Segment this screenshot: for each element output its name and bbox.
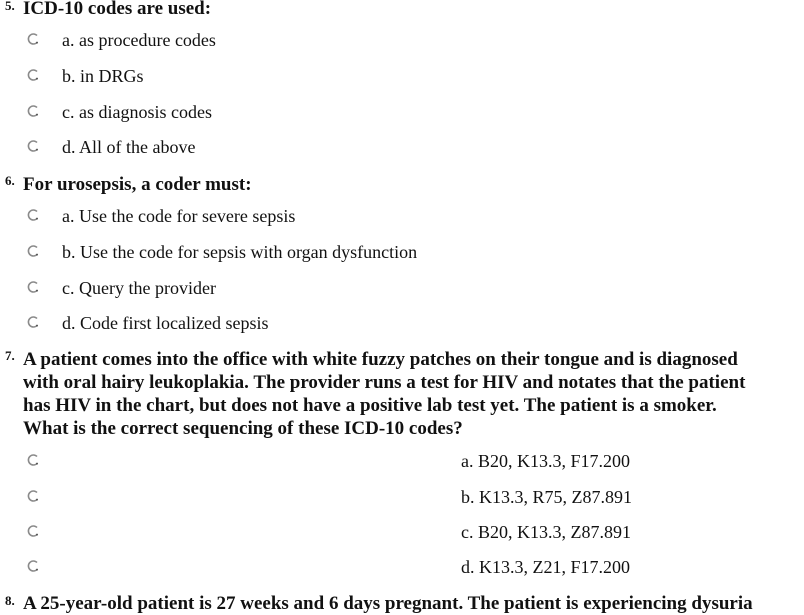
radio-button-icon[interactable] — [27, 209, 39, 221]
option-label: a. B20, K13.3, F17.200 — [461, 451, 631, 471]
option-label: b. Use the code for sepsis with organ dysfunction — [62, 242, 418, 262]
question-text-line: with oral hairy leukoplakia. The provider runs a test for HIV and notates that the patient — [23, 372, 746, 393]
question-text-line: What is the correct sequencing of these ICD-10 codes? — [23, 418, 463, 439]
option-label: a. as procedure codes — [62, 30, 216, 50]
question-text: ICD-10 codes are used: — [23, 0, 212, 19]
option-label: d. Code first localized sepsis — [62, 313, 269, 333]
question-text-line: has HIV in the chart, but does not have a positive lab test yet. The patient is a smoker. — [23, 395, 717, 416]
option-label: b. in DRGs — [62, 66, 144, 86]
radio-button-icon[interactable] — [27, 245, 39, 257]
option-label: c. Query the provider — [62, 278, 216, 298]
radio-button-icon[interactable] — [27, 316, 39, 328]
option-label: c. as diagnosis codes — [62, 102, 212, 122]
radio-button-icon[interactable] — [27, 525, 39, 537]
radio-button-icon[interactable] — [27, 69, 39, 81]
radio-button-icon[interactable] — [27, 560, 39, 572]
option-label: a. Use the code for severe sepsis — [62, 206, 296, 226]
question-text: A 25-year-old patient is 27 weeks and 6 days pregnant. The patient is experiencing dysuria — [23, 593, 753, 614]
radio-button-icon[interactable] — [27, 140, 39, 152]
option-label: c. B20, K13.3, Z87.891 — [461, 522, 631, 542]
option-label: d. K13.3, Z21, F17.200 — [461, 557, 631, 577]
question-number: 6. — [5, 173, 15, 188]
question-number: 5. — [5, 0, 15, 13]
radio-button-icon[interactable] — [27, 105, 39, 117]
radio-button-icon[interactable] — [27, 490, 39, 502]
radio-button-icon[interactable] — [27, 33, 39, 45]
question-number: 8. — [5, 593, 15, 608]
radio-button-icon[interactable] — [27, 454, 39, 466]
option-label: d. All of the above — [62, 137, 196, 157]
option-label: b. K13.3, R75, Z87.891 — [461, 487, 632, 507]
question-number: 7. — [5, 348, 15, 363]
question-text: For urosepsis, a coder must: — [23, 174, 252, 195]
radio-button-icon[interactable] — [27, 281, 39, 293]
question-text-line: A patient comes into the office with white fuzzy patches on their tongue and is diagnosed — [23, 349, 738, 370]
